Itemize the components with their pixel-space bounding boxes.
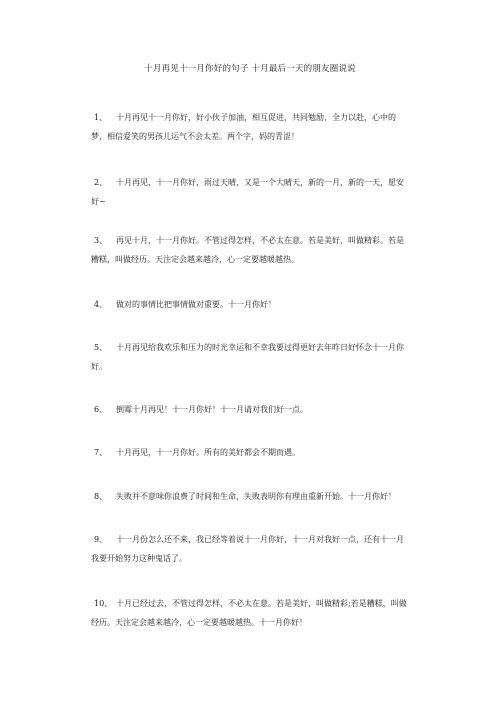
list-item bbox=[91, 443, 411, 462]
item-text: 再见十月，十一月你好。不管过得怎样，不必太在意。若是美好，叫做精彩。若是糟糕，叫做经历。天注定会越来越冷，心一定要越暖越热。 bbox=[91, 236, 404, 264]
item-text: 做对的事情比把事情做对重要。十一月你好！ bbox=[116, 300, 276, 309]
item-text: 十月已经过去，不管过得怎样，不必太在意。若是美好，叫做精彩;若是糟糕，叫做经历。天注定会越来越冷，心一定要越暖越热。十一月你好！ bbox=[91, 599, 407, 627]
item-number: 4、 bbox=[94, 300, 108, 309]
list-item bbox=[91, 338, 411, 376]
item-number: 1、 bbox=[94, 113, 108, 122]
list-item bbox=[91, 400, 411, 419]
item-text: 十月再见十一月你好，好小伙子加油，相互促进，共同勉励，全力以赴，心中的梦，相信爱笑的男孩儿运气不会太差。两个字，妈的青涩！ bbox=[91, 113, 396, 141]
list-item bbox=[91, 173, 411, 211]
item-text: 十月再见，十一月你好。所有的美好都会不期而遇。 bbox=[116, 448, 300, 457]
item-number: 3、 bbox=[94, 236, 108, 245]
list-item bbox=[91, 487, 411, 506]
item-number: 7、 bbox=[94, 448, 108, 457]
item-number: 5、 bbox=[94, 343, 108, 352]
item-text: 十月再见，十一月你好，雨过天晴，又是一个大晴天，新的一月，新的一天，愿安好~ bbox=[91, 178, 404, 206]
list-item bbox=[91, 530, 411, 568]
item-text: 倒霉十月再见！十一月你好！十一月请对我们好一点。 bbox=[116, 405, 308, 414]
item-number: 8、 bbox=[94, 492, 108, 501]
list-item bbox=[91, 108, 411, 146]
item-number: 2、 bbox=[94, 178, 108, 187]
list-item bbox=[91, 594, 411, 632]
item-number: 6、 bbox=[94, 405, 108, 414]
page-title: 十月再见十一月你好的句子 十月最后一天的朋友圈说说 bbox=[144, 64, 356, 74]
item-text: 十一月份怎么还不来，我已经等着说十一月你好，十一月对我好一点，还有十一月我要开始努力这种鬼话了。 bbox=[91, 535, 404, 563]
item-number: 10、 bbox=[94, 599, 113, 608]
item-text: 十月再见给我欢乐和压力的时光幸运和不幸我要过得更好去年昨日好怀念十一月你好。 bbox=[91, 343, 404, 371]
item-number: 9、 bbox=[94, 535, 108, 544]
item-text: 失败并不意味你浪费了时间和生命，失败表明你有理由重新开始。十一月你好！ bbox=[116, 492, 396, 501]
list-item bbox=[91, 295, 411, 314]
list-item bbox=[91, 231, 411, 269]
